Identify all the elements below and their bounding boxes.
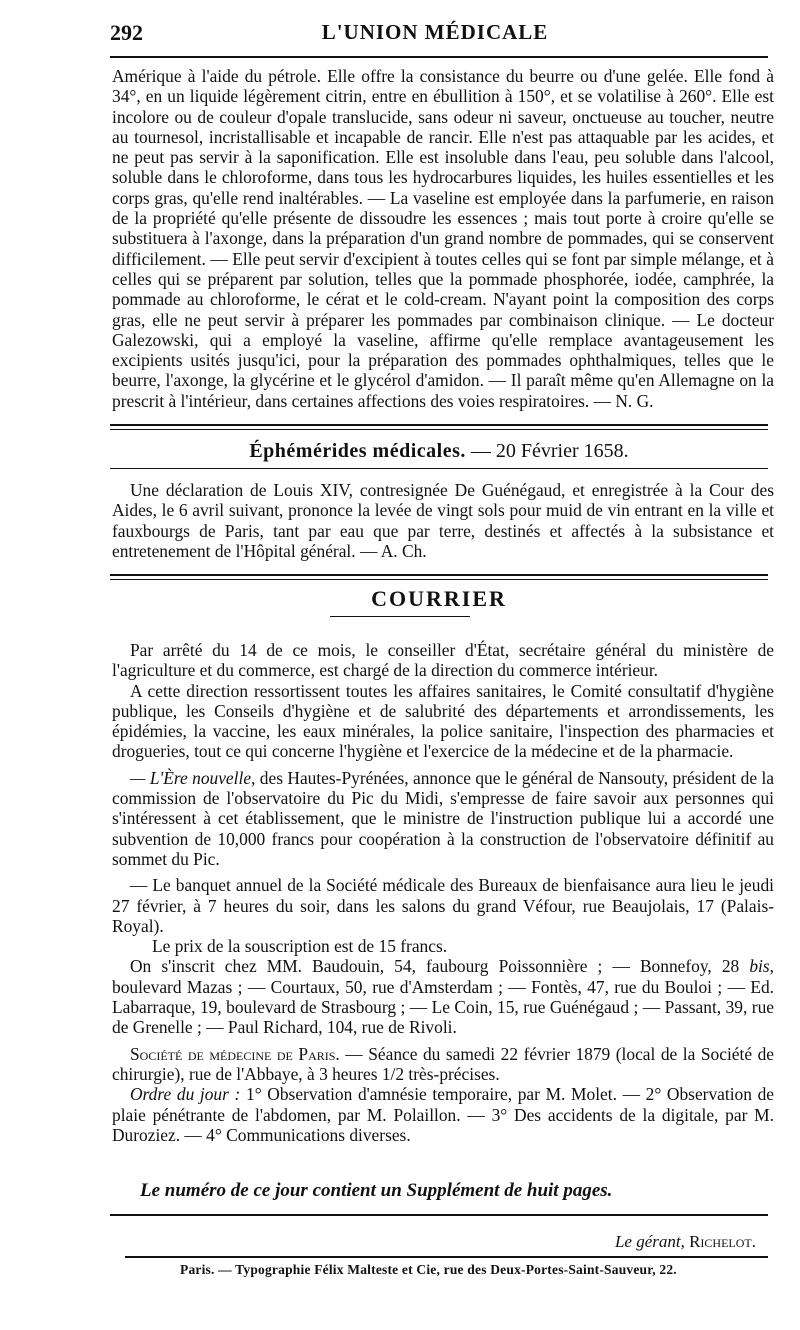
courrier-paragraph: Le prix de la souscription est de 15 francs. xyxy=(152,936,448,957)
page-header xyxy=(110,20,760,50)
ephemerides-heading xyxy=(110,440,768,463)
gerant-label: Le gérant, xyxy=(614,1232,685,1251)
journal-name: — L'Ère nouvelle, xyxy=(130,767,256,788)
courrier-paragraph: Par arrêté du 14 de ce mois, le conseiller d'État, secrétaire général du ministère de l'agriculture et du commerce, est chargé de la direction du commerce intérieur. xyxy=(112,640,774,681)
ephemerides-rule xyxy=(110,468,768,469)
courrier-heading: COURRIER xyxy=(371,586,507,611)
ephemerides-block xyxy=(112,480,774,561)
ephemerides-title: Éphémérides médicales. xyxy=(249,440,466,462)
courrier-paragraph xyxy=(112,1084,774,1145)
imprint-rule xyxy=(125,1256,768,1258)
courrier-block xyxy=(112,640,774,1145)
footer-rule xyxy=(110,1214,768,1216)
section-rule-top-thin xyxy=(110,429,768,430)
courrier-paragraph-text: On s'inscrit chez MM. Baudouin, 54, faubourg Poissonnière ; — Bonnefoy, 28 xyxy=(130,956,750,977)
courrier-underline xyxy=(330,616,470,617)
article-paragraph: Amérique à l'aide du pétrole. Elle offre la consistance du beurre ou d'une gelée. Elle fond à 34°, en un liquide légèrement citrin, entre en ébullition à 150°, et se volatilise à 260°. Elle est incolore ou de couleur d'opale translucide, sans odeur ni saveur, onctueuse au toucher, neutre au tournesol, incristallisable et incapable de rancir. Elle n'est pas attaquable par les acides, et ne peut pas servir à la saponification. Elle est insoluble dans l'eau, peu soluble dans l'alcool, soluble dans le chloroforme, dans tous les hydrocarbures liquides, les huiles essentielles et les corps gras, qu'elle rend inaltérables. — La vaseline est employée dans la parfumerie, en raison de la propriété qu'elle présente de dissoudre les essences ; mais tout porte à croire qu'elle se substituera à l'axonge, dans la préparation d'un grand nombre de pommades, qui se conservent difficilement. — Elle peut servir d'excipient à toutes celles qui se font par simple mélange, et à celles qui se préparent par solution, telles que la pommade phosphorée, iodée, camphrée, la pommade au chloroforme, le cérat et le cold-cream. N'ayant point la composition des corps gras, elle ne peut servir à préparer les pommades par combinaison clinique. — Le docteur Galezowski, qui a employé la vaseline, affirme qu'elle remplace avantageusement les excipients usités jusqu'ici, pour la préparation des pommades ophthalmiques, telles que le beurre, l'axonge, la glycérine et le glycérol d'amidon. — Il paraît même qu'en Allemagne on la prescrit à l'intérieur, dans certaines affections des voies respiratoires. — N. G. xyxy=(112,66,774,411)
courrier-paragraph-text: des Hautes-Pyrénées, annonce que le général de Nansouty, président de la commission de l'observatoire du Pic du Midi, s'empresse de faire savoir aux personnes qui s'intéressent à cet établissement, que le ministre de l'instruction publique lui a accordé une subvention de 10,000 francs pour coopération à la construction de l'observatoire définitif au sommet du Pic. xyxy=(112,767,774,869)
courrier-paragraph: A cette direction ressortissent toutes les affaires sanitaires, le Comité consultatif d'hygiène publique, les Conseils d'hygiène et de salubrité des départements et arrondissements, les épidémies, la vaccine, les eaux minérales, la police sanitaire, l'inspection des pharmacies et drogueries, tout ce qui concerne l'hygiène et l'exercice de la médecine et de la pharmacie. xyxy=(112,680,774,762)
courrier-rule-top xyxy=(110,574,768,576)
courrier-paragraph-text: , boulevard Mazas ; — Courtaux, 50, rue d'Amsterdam ; — Fontès, 47, rue du Bouloi ; — Ed. Labarraque, 19, boulevard de Strasbourg ; — Le Coin, 15, rue Guénégaud ; — Passant, 39, rue de Grenelle ; — Paul Richard, 104, rue de Rivoli. xyxy=(112,956,774,1038)
vaseline-article xyxy=(112,66,774,411)
page-number: 292 xyxy=(110,20,143,45)
gerant-name: Richelot. xyxy=(689,1232,756,1251)
courrier-paragraph xyxy=(112,1044,774,1085)
courrier-paragraph-text: — Séance du samedi 22 février 1879 (local de la Société de chirurgie), rue de l'Abbaye, à 3 heures 1/2 très-précises. xyxy=(112,1043,774,1084)
courrier-bis: bis xyxy=(749,956,770,977)
courrier-paragraph: — Le banquet annuel de la Société médicale des Bureaux de bienfaisance aura lieu le jeudi 27 février, à 7 heures du soir, dans les salons du grand Véfour, rue Beaujolais, 17 (Palais-Royal). xyxy=(112,875,774,936)
courrier-rule-top-thin xyxy=(110,579,768,580)
society-name: Société de médecine de Paris. xyxy=(130,1043,340,1064)
printer-imprint: Paris. — Typographie Félix Malteste et Cie, rue des Deux-Portes-Saint-Sauveur, 22. xyxy=(180,1262,677,1277)
agenda-label: Ordre du jour : xyxy=(130,1084,241,1105)
courrier-paragraph xyxy=(112,768,774,869)
gerant-signature xyxy=(615,1232,756,1252)
ephemerides-date: — 20 Février 1658. xyxy=(470,440,629,462)
supplement-note: Le numéro de ce jour contient un Supplément de huit pages. xyxy=(140,1180,613,1201)
courrier-paragraph xyxy=(112,956,774,1037)
courrier-paragraph-text: 1° Observation d'amnésie temporaire, par M. Molet. — 2° Observation de plaie pénétrante de l'abdomen, par M. Polaillon. — 3° Des accidents de la digitale, par M. Duroziez. — 4° Communications diverses. xyxy=(112,1084,774,1145)
ephemerides-text: Une déclaration de Louis XIV, contresignée De Guénégaud, et enregistrée à la Cour des Aides, le 6 avril suivant, prononce la levée de vingt sols pour muid de vin entrant en la ville et fauxbourgs de Paris, tant par eau que par terre, destinés et affectés à la subsistance et entretenement de l'Hôpital général. — A. Ch. xyxy=(112,480,774,561)
section-rule-top xyxy=(110,424,768,426)
header-rule xyxy=(110,56,768,58)
running-title: L'UNION MÉDICALE xyxy=(321,20,549,44)
